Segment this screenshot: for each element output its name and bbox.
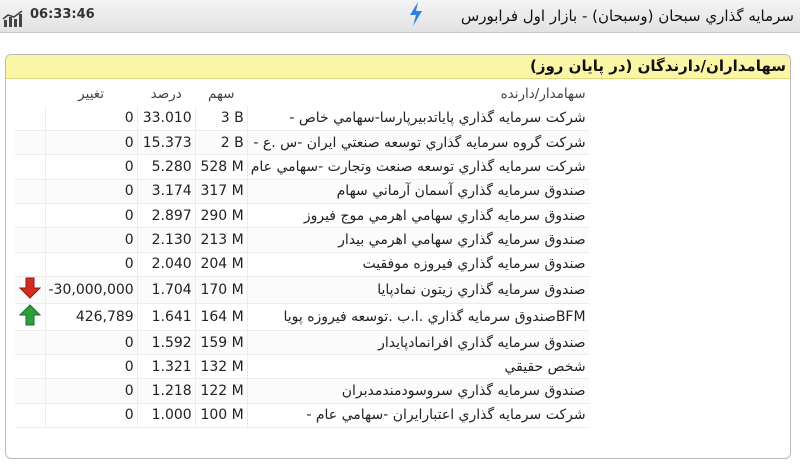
- shareholder-name-cell: صندوق سرمايه گذاري زيتون نمادپايا: [247, 276, 588, 303]
- change-cell: -30,000,000: [45, 276, 137, 303]
- percent-cell: 1.641: [137, 303, 195, 330]
- table-row[interactable]: [15, 252, 589, 276]
- table-body: [15, 106, 589, 427]
- trend-cell: [15, 403, 45, 427]
- change-cell: 0: [45, 403, 137, 427]
- shareholder-name-cell: BFMصندوق سرمايه گذاري .ا.ب .توسعه فيروزه پويا: [247, 303, 588, 330]
- percent-cell: 2.897: [137, 203, 195, 227]
- share-cell: 170 M: [195, 276, 247, 303]
- time-display: 06:33:46: [30, 7, 95, 22]
- share-cell: 100 M: [195, 403, 247, 427]
- shareholders-panel: [5, 54, 791, 459]
- table-row[interactable]: [15, 228, 589, 252]
- trend-cell: [15, 203, 45, 227]
- trend-cell: [15, 303, 45, 330]
- shareholders-table: [15, 82, 589, 428]
- percent-cell: 1.592: [137, 330, 195, 354]
- change-cell: 0: [45, 355, 137, 379]
- shareholder-name-cell: صندوق سرمايه گذاري افرانمادپايدار: [247, 330, 588, 354]
- share-cell: 132 M: [195, 355, 247, 379]
- percent-cell: 1.218: [137, 379, 195, 403]
- table-row[interactable]: [15, 106, 589, 130]
- percent-column-header: درصد: [150, 86, 182, 103]
- table-row[interactable]: [15, 179, 589, 203]
- change-cell: 0: [45, 228, 137, 252]
- table-row[interactable]: [15, 355, 589, 379]
- shareholder-name-cell: صندوق سرمايه گذاري آسمان آرماني سهام: [247, 179, 588, 203]
- down-arrow-icon: [19, 287, 41, 303]
- change-cell: 0: [45, 330, 137, 354]
- trend-cell: [15, 355, 45, 379]
- shareholder-name-cell: صندوق سرمايه گذاري سروسودمندمدبران: [247, 379, 588, 403]
- percent-cell: 2.130: [137, 228, 195, 252]
- share-cell: 213 M: [195, 228, 247, 252]
- shareholder-name-cell: صندوق سرمايه گذاري فيروزه موفقيت: [247, 252, 588, 276]
- trend-cell: [15, 179, 45, 203]
- share-cell: 317 M: [195, 179, 247, 203]
- share-cell: 528 M: [195, 155, 247, 179]
- percent-cell: 1.321: [137, 355, 195, 379]
- percent-cell: 33.010: [137, 106, 195, 130]
- shareholder-name-cell: صندوق سرمايه گذاري سهامي اهرمي موج فيروز: [247, 203, 588, 227]
- title-bar: [0, 0, 800, 33]
- share-column-header: سهم: [207, 86, 235, 103]
- shareholder-name-cell: صندوق سرمايه گذاري سهامي اهرمي بيدار: [247, 228, 588, 252]
- share-cell: 164 M: [195, 303, 247, 330]
- shareholder-name-cell: شركت گروه سرمايه گذاري توسعه صنعتي ايران -س .ع -: [247, 131, 588, 155]
- trend-cell: [15, 379, 45, 403]
- trend-cell: [15, 228, 45, 252]
- change-cell: 426,789: [45, 303, 137, 330]
- up-arrow-icon: [19, 314, 41, 330]
- trend-cell: [15, 276, 45, 303]
- table-row[interactable]: [15, 379, 589, 403]
- table-row[interactable]: [15, 330, 589, 354]
- shareholder-name-cell: شركت سرمايه گذاري اعتبارايران -سهامي عام -: [247, 403, 588, 427]
- shareholder-name-cell: شركت سرمايه گذاري توسعه صنعت وتجارت -سهامي عام: [247, 155, 588, 179]
- change-cell: 0: [45, 131, 137, 155]
- table-row[interactable]: [15, 403, 589, 427]
- change-cell: 0: [45, 155, 137, 179]
- percent-cell: 1.704: [137, 276, 195, 303]
- change-cell: 0: [45, 252, 137, 276]
- table-row[interactable]: [15, 203, 589, 227]
- percent-cell: 2.040: [137, 252, 195, 276]
- shareholder-name-cell: شخص حقيقي: [247, 355, 588, 379]
- share-cell: 159 M: [195, 330, 247, 354]
- table-header-row: [15, 82, 589, 106]
- trend-cell: [15, 155, 45, 179]
- percent-cell: 15.373: [137, 131, 195, 155]
- share-cell: 204 M: [195, 252, 247, 276]
- change-cell: 0: [45, 203, 137, 227]
- panel-title: سهامداران/دارندگان (در پایان روز): [529, 57, 786, 75]
- percent-cell: 5.280: [137, 155, 195, 179]
- share-cell: 290 M: [195, 203, 247, 227]
- shareholder-name-cell: شركت سرمايه گذاري پاياتدبيرپارسا-سهامي خاص -: [247, 106, 588, 130]
- panel-header: [6, 55, 790, 79]
- change-cell: 0: [45, 379, 137, 403]
- page-title: سرمايه گذاري سبحان (وسبحان) - بازار اول فرابورس: [460, 7, 794, 25]
- table-row[interactable]: [15, 303, 589, 330]
- trend-cell: [15, 131, 45, 155]
- percent-cell: 3.174: [137, 179, 195, 203]
- change-cell: 0: [45, 106, 137, 130]
- name-column-header: سهامدار/دارنده: [500, 86, 586, 103]
- change-cell: 0: [45, 179, 137, 203]
- change-column-header: تغییر: [78, 86, 105, 103]
- trend-cell: [15, 106, 45, 130]
- arrow-column-header: [15, 82, 45, 106]
- trend-cell: [15, 252, 45, 276]
- chart-icon[interactable]: [2, 10, 26, 32]
- trend-cell: [15, 330, 45, 354]
- table-row[interactable]: [15, 131, 589, 155]
- table-row[interactable]: [15, 276, 589, 303]
- percent-cell: 1.000: [137, 403, 195, 427]
- table-row[interactable]: [15, 155, 589, 179]
- lightning-icon[interactable]: [408, 2, 424, 30]
- share-cell: 2 B: [195, 131, 247, 155]
- share-cell: 122 M: [195, 379, 247, 403]
- share-cell: 3 B: [195, 106, 247, 130]
